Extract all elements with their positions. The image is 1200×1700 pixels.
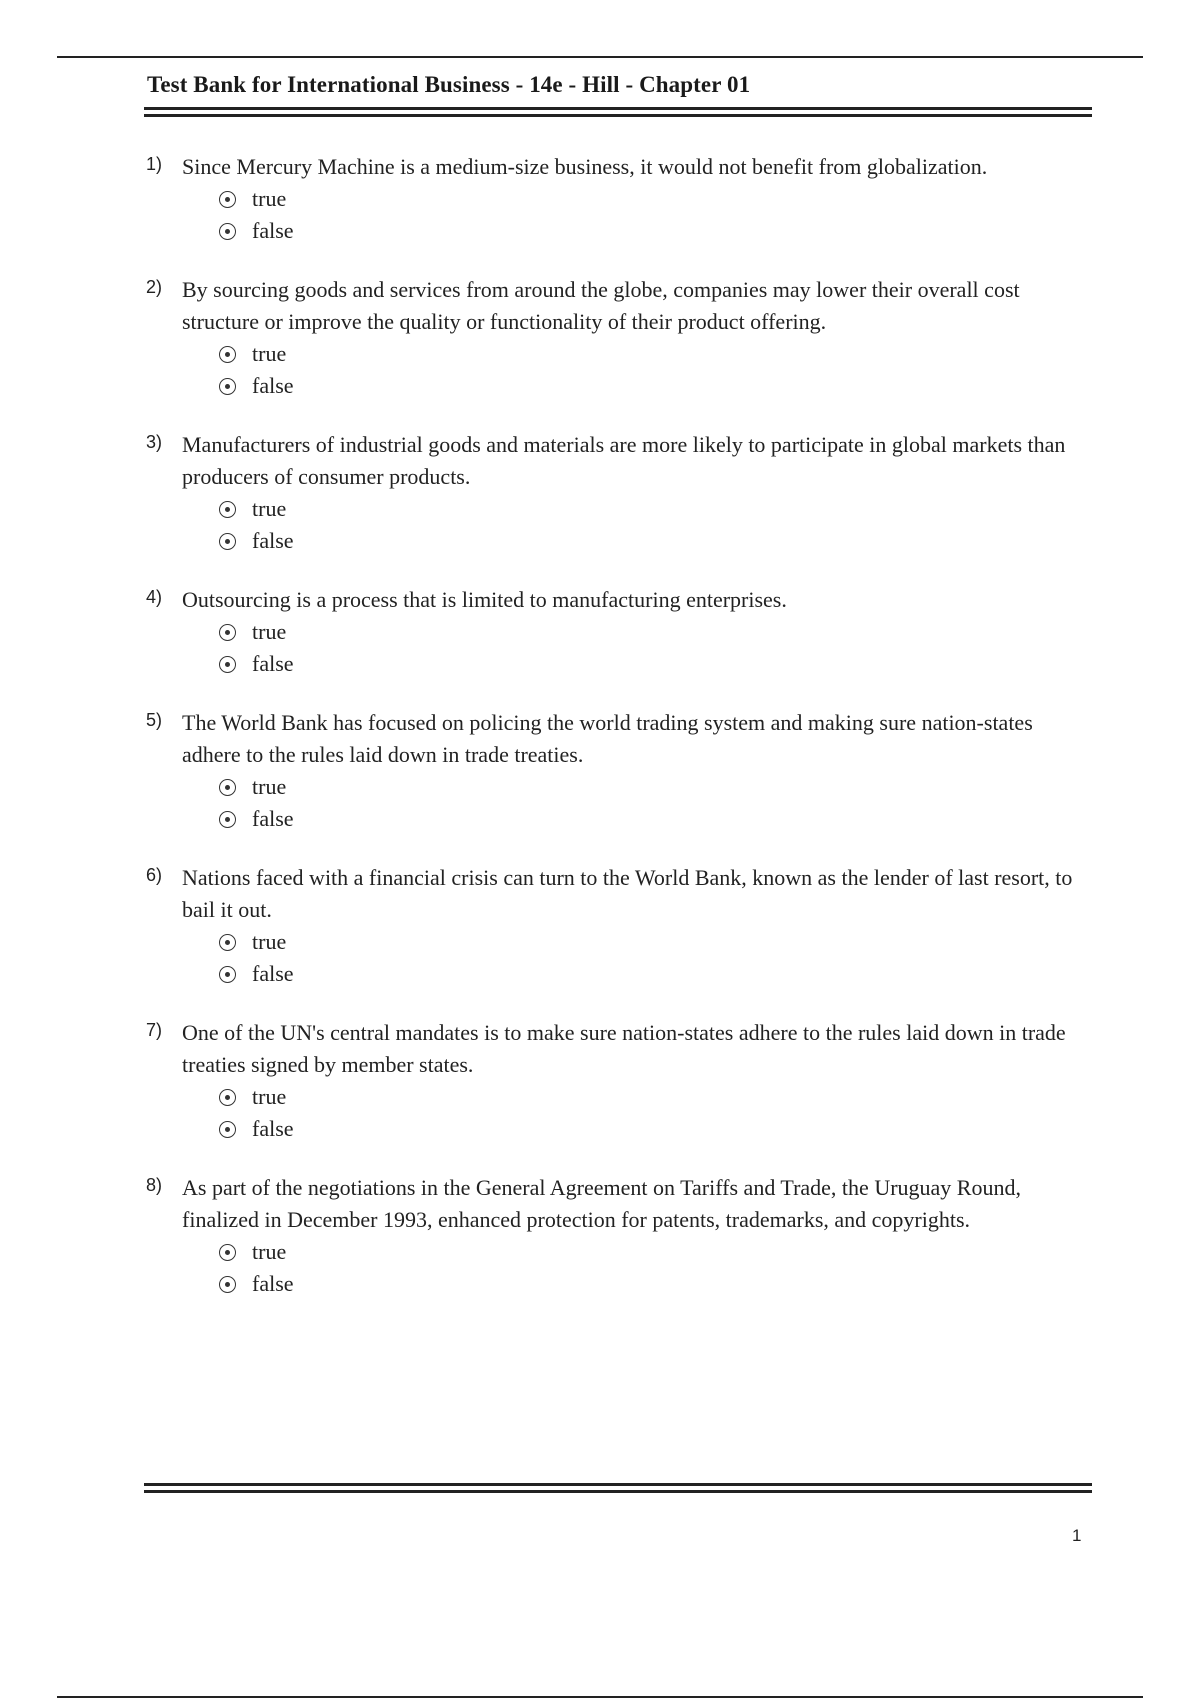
radio-button-icon[interactable] (219, 346, 236, 363)
question-7 (144, 1017, 1094, 1145)
answer-options (219, 616, 1094, 680)
question-number: 5) (146, 710, 163, 730)
radio-button-icon[interactable] (219, 1276, 236, 1293)
option-label: true (252, 774, 287, 799)
question-text: By sourcing goods and services from around the globe, companies may lower their overall cost structure or improve the quality or functionality of their product offering. (182, 277, 1020, 334)
radio-button-icon[interactable] (219, 1244, 236, 1261)
question-number: 1) (146, 154, 163, 174)
option-label: true (252, 496, 287, 521)
answer-options (219, 338, 1094, 402)
question-text: Nations faced with a financial crisis can turn to the World Bank, known as the lender of last resort, to bail it out. (182, 865, 1073, 922)
option-label: false (252, 806, 294, 831)
option-label: false (252, 1116, 294, 1141)
option-label: false (252, 1271, 294, 1296)
question-6 (144, 862, 1094, 990)
question-5 (144, 707, 1094, 835)
question-number: 2) (146, 277, 163, 297)
radio-button-icon[interactable] (219, 501, 236, 518)
radio-button-icon[interactable] (219, 223, 236, 240)
option-label: false (252, 961, 294, 986)
option-label: false (252, 373, 294, 398)
radio-button-icon[interactable] (219, 533, 236, 550)
option-label: false (252, 528, 294, 553)
footer-double-rule (144, 1483, 1092, 1493)
question-number: 8) (146, 1175, 163, 1195)
radio-button-icon[interactable] (219, 378, 236, 395)
option-false[interactable] (219, 215, 1094, 247)
radio-button-icon[interactable] (219, 1089, 236, 1106)
question-text: Manufacturers of industrial goods and materials are more likely to participate in global markets than producers of consumer products. (182, 432, 1066, 489)
option-true[interactable] (219, 338, 1094, 370)
question-text: Outsourcing is a process that is limited to manufacturing enterprises. (182, 587, 787, 612)
document-title: Test Bank for International Business - 14e - Hill - Chapter 01 (147, 72, 751, 97)
question-list (144, 151, 1094, 1327)
radio-button-icon[interactable] (219, 191, 236, 208)
answer-options (219, 493, 1094, 557)
answer-options (219, 926, 1094, 990)
question-text: One of the UN's central mandates is to make sure nation-states adhere to the rules laid down in trade treaties signed by member states. (182, 1020, 1066, 1077)
option-label: true (252, 929, 287, 954)
question-text: As part of the negotiations in the General Agreement on Tariffs and Trade, the Uruguay Round, finalized in December 1993, enhanced protection for patents, trademarks, and copyrights. (182, 1175, 1021, 1232)
option-true[interactable] (219, 493, 1094, 525)
header-double-rule (144, 107, 1092, 117)
question-4 (144, 584, 1094, 680)
option-label: true (252, 186, 287, 211)
option-true[interactable] (219, 183, 1094, 215)
option-true[interactable] (219, 616, 1094, 648)
radio-button-icon[interactable] (219, 966, 236, 983)
option-false[interactable] (219, 1113, 1094, 1145)
question-number: 7) (146, 1020, 163, 1040)
page-number: 1 (1072, 1526, 1082, 1545)
question-2 (144, 274, 1094, 402)
option-label: true (252, 619, 287, 644)
answer-options (219, 183, 1094, 247)
question-number: 6) (146, 865, 163, 885)
question-number: 4) (146, 587, 163, 607)
option-false[interactable] (219, 525, 1094, 557)
option-label: true (252, 341, 287, 366)
question-8 (144, 1172, 1094, 1300)
option-label: true (252, 1084, 287, 1109)
option-label: false (252, 218, 294, 243)
option-false[interactable] (219, 1268, 1094, 1300)
option-true[interactable] (219, 926, 1094, 958)
option-false[interactable] (219, 958, 1094, 990)
option-false[interactable] (219, 370, 1094, 402)
radio-button-icon[interactable] (219, 656, 236, 673)
radio-button-icon[interactable] (219, 1121, 236, 1138)
option-true[interactable] (219, 1081, 1094, 1113)
page-bottom-divider (57, 1696, 1143, 1698)
question-1 (144, 151, 1094, 247)
question-text: Since Mercury Machine is a medium-size business, it would not benefit from globalization. (182, 154, 988, 179)
option-true[interactable] (219, 771, 1094, 803)
answer-options (219, 1081, 1094, 1145)
option-false[interactable] (219, 648, 1094, 680)
question-number: 3) (146, 432, 163, 452)
option-true[interactable] (219, 1236, 1094, 1268)
answer-options (219, 771, 1094, 835)
question-text: The World Bank has focused on policing the world trading system and making sure nation-states adhere to the rules laid down in trade treaties. (182, 710, 1033, 767)
option-false[interactable] (219, 803, 1094, 835)
radio-button-icon[interactable] (219, 934, 236, 951)
option-label: true (252, 1239, 287, 1264)
radio-button-icon[interactable] (219, 624, 236, 641)
question-3 (144, 429, 1094, 557)
radio-button-icon[interactable] (219, 811, 236, 828)
option-label: false (252, 651, 294, 676)
answer-options (219, 1236, 1094, 1300)
page-top-divider (57, 56, 1143, 58)
radio-button-icon[interactable] (219, 779, 236, 796)
